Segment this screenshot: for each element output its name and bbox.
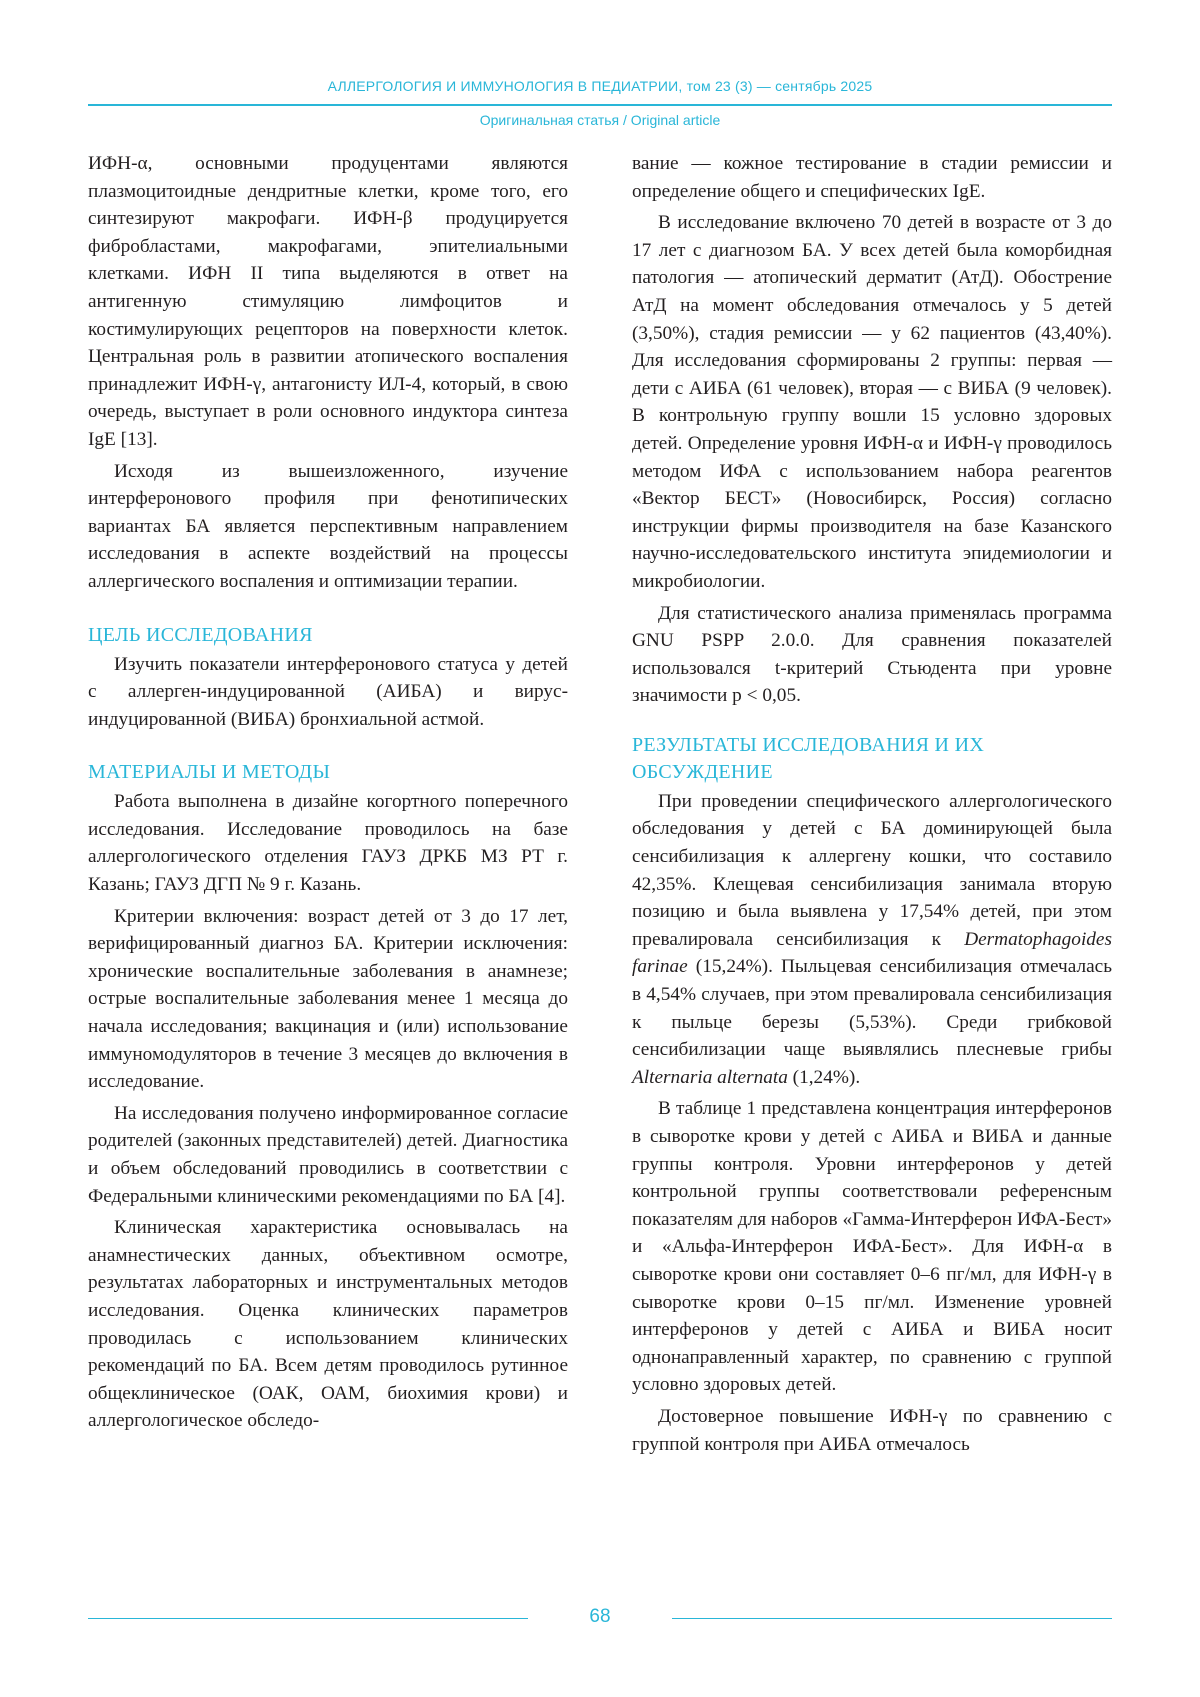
paragraph: Для статистического анализа применялась программа GNU PSPP 2.0.0. Для сравнения показателей использовался t-критерий Стьюдента при уровне значимости p < 0,05. — [632, 602, 1112, 707]
species-name: Alternaria alternata — [632, 1066, 788, 1088]
paragraph: В таблице 1 представлена концентрация интерферонов в сыворотке крови у детей с АИБА и ВИБА и данные группы контроля. Уровни интерферонов у детей контрольной группы соответствовали референсным показателям для наборов «Гамма-Интерферон ИФА-Бест» и «Альфа-Интерферон ИФА-Бест». Для ИФН-α в сыворотке крови они составляет 0–6 пг/мл, для ИФН-γ в сыворотке крови 0–15 пг/мл. Изменение уровней интерферонов у детей с АИБА и ВИБА носит однонаправленный характер, по сравнению с группой условно здоровых детей. — [632, 1098, 1112, 1396]
paragraph: В исследование включено 70 детей в возрасте от 3 до 17 лет с диагнозом БА. У всех детей была коморбидная патология — атопический дерматит (АтД). Обострение АтД на момент обследования отмечалось у 5 детей (3,50%), стадия ремиссии — у 62 пациентов (43,40%). Для исследования сформированы 2 группы: первая — дети с АИБА (61 человек), вторая — с ВИБА (9 человек). В контрольную группу вошли 15 условно здоровых детей. Определение уровня ИФН-α и ИФН-γ проводилось методом ИФА с использованием набора реагентов «Вектор БЕСТ» (Новосибирск, Россия) согласно инструкции фирмы производителя на базе Казанского научно-исследовательского института эпидемиологии и микробиологии. — [632, 212, 1112, 592]
article-type-label: Оригинальная статья / Original article — [479, 112, 721, 128]
section-heading-goal: ЦЕЛЬ ИССЛЕДОВАНИЯ — [88, 623, 313, 646]
paragraph: Работа выполнена в дизайне когортного поперечного исследования. Исследование проводилось на базе аллергологического отделения ГАУЗ ДРКБ МЗ РТ г. Казань; ГАУЗ ДГП № 9 г. Казань. — [88, 791, 568, 896]
section-heading-results: РЕЗУЛЬТАТЫ ИССЛЕДОВАНИЯ И ИХ ОБСУЖДЕНИЕ — [632, 733, 985, 783]
footer-divider-right — [672, 1618, 1112, 1619]
paragraph: Исходя из вышеизложенного, изучение интерферонового профиля при фенотипических вариантах БА является перспективным направлением исследования в аспекте воздействий на процессы аллергического воспаления и оптимизации терапии. — [88, 460, 568, 592]
paragraph: вание — кожное тестирование в стадии ремиссии и определение общего и специфических IgE. — [632, 153, 1112, 202]
paragraph: Изучить показатели интерферонового статуса у детей с аллерген-индуцированной (АИБА) и вирус-индуцированной (ВИБА) бронхиальной астмой. — [88, 653, 568, 730]
page-number: 68 — [589, 1606, 611, 1627]
right-column — [632, 150, 1112, 1462]
paragraph: Достоверное повышение ИФН-γ по сравнению с группой контроля при АИБА отмечалось — [632, 1405, 1112, 1455]
paragraph: ИФН-α, основными продуцентами являются плазмоцитоидные дендритные клетки, кроме того, его синтезируют макрофаги. ИФН-β продуцируется фибробластами, макрофагами, эпителиальными клетками. ИФН II типа выделяются в ответ на антигенную стимуляцию лимфоцитов и костимулирующих рецепторов на поверхности клеток. Центральная роль в развитии атопического воспаления принадлежит ИФН-γ, антагонисту ИЛ-4, который, в свою очередь, выступает в роли основного индуктора синтеза IgE [13]. — [88, 153, 568, 450]
text-run: При проведении специфического аллергологического обследования у детей с БА доминирующей была сенсибилизация к аллергену кошки, что составило 42,35%. Клещевая сенсибилизация занимала вторую позицию и была выявлена у 17,54% детей, при этом превалировала сенсибилизация к — [632, 790, 1112, 950]
text-run: (1,24%). — [787, 1066, 861, 1088]
species-name: Dermatophagoides farinae — [632, 928, 1112, 978]
journal-running-title: АЛЛЕРГОЛОГИЯ И ИММУНОЛОГИЯ В ПЕДИАТРИИ, том 23 (3) — сентябрь 2025 — [327, 78, 873, 94]
paragraph: Клиническая характеристика основывалась на анамнестических данных, объективном осмотре, результатах лабораторных и инструментальных методов исследования. Оценка клинических параметров проводилась с использованием клинических рекомендаций по БА. Всем детям проводилось рутинное общеклиническое (ОАК, ОАМ, биохимия крови) и аллергологическое обследо- — [88, 1217, 568, 1432]
header-divider — [88, 104, 1112, 106]
paragraph: Критерии включения: возраст детей от 3 до 17 лет, верифицированный диагноз БА. Критерии исключения: хронические воспалительные заболевания в анамнезе; острые воспалительные заболевания менее 1 месяца до начала исследования; вакцинация и (или) использование иммуномодуляторов в течение 3 месяцев до включения в исследование. — [88, 905, 568, 1093]
left-column — [88, 150, 568, 1439]
paragraph — [632, 788, 1112, 1092]
section-heading-methods: МАТЕРИАЛЫ И МЕТОДЫ — [88, 761, 331, 784]
paragraph: На исследования получено информированное согласие родителей (законных представителей) детей. Диагностика и объем обследований проводились в соответствии с Федеральными клиническими рекомендациями по БА [4]. — [88, 1102, 568, 1207]
text-run: (15,24%). Пыльцевая сенсибилизация отмечалась в 4,54% случаев, при этом превалировала сенсибилизация к пыльце березы (5,53%). Среди грибковой сенсибилизации чаще выявлялись плесневые грибы — [632, 956, 1112, 1061]
